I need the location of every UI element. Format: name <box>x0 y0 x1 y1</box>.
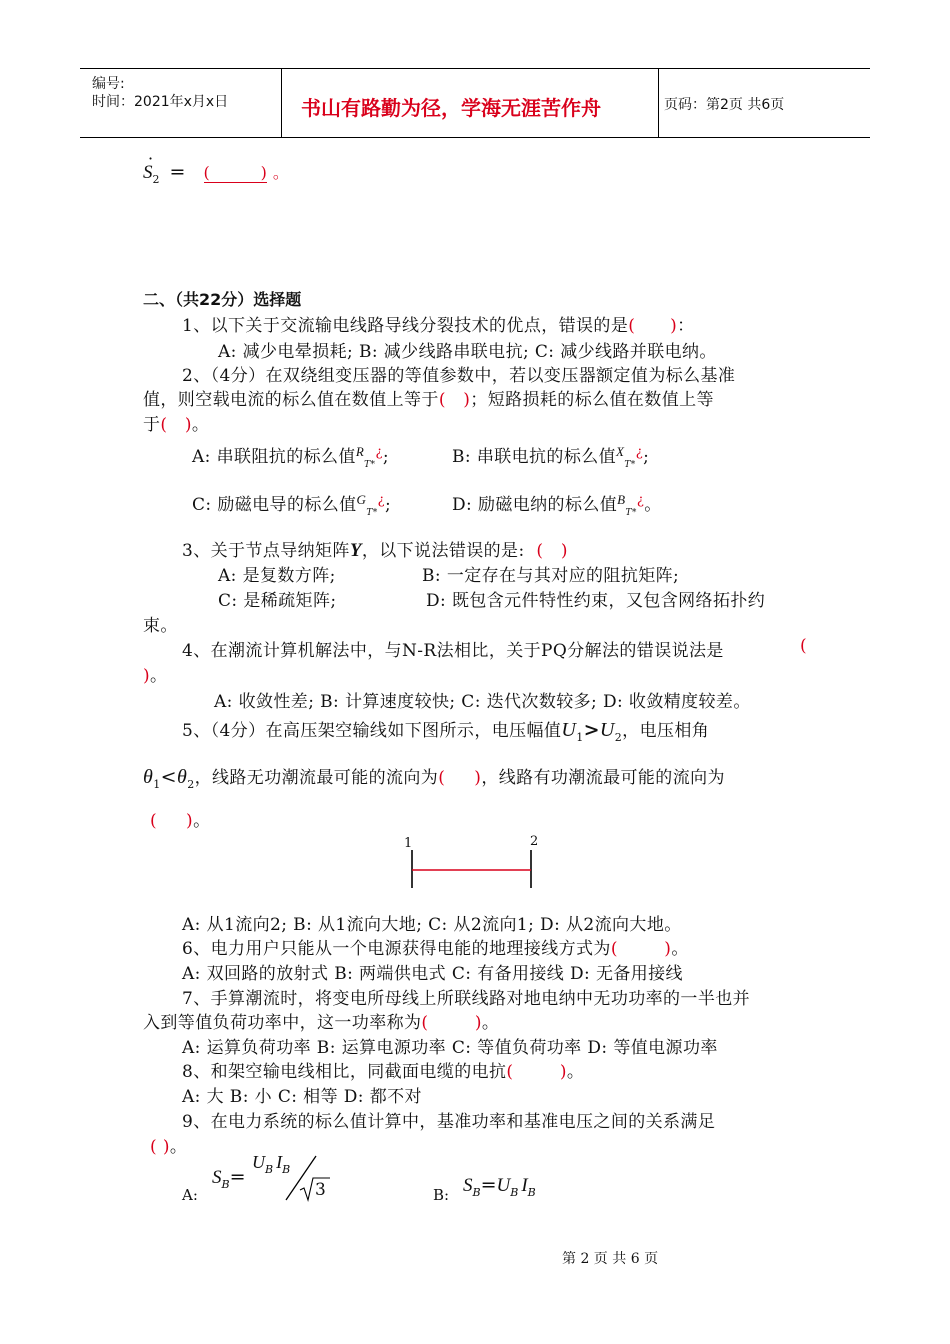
transmission-line-diagram <box>405 848 540 890</box>
question-6: 6、电力用户只能从一个电源获得电能的地理接线方式为( )。 <box>182 939 689 959</box>
q9-line-2: ( )。 <box>150 1137 188 1157</box>
s2-end: 。 <box>272 163 289 182</box>
q9-answer-blank[interactable]: ( ) <box>150 1137 170 1157</box>
q3-option-c: C: 是稀疏矩阵; <box>218 591 337 611</box>
question-9-line-1: 9、在电力系统的标么值计算中，基准功率和基准电压之间的关系满足 <box>182 1112 716 1132</box>
q3-option-b: B: 一定存在与其对应的阻抗矩阵; <box>422 566 680 586</box>
q9-option-b-label: B: <box>433 1186 450 1204</box>
header-table <box>80 68 870 138</box>
q2-line-3: 于( )。 <box>143 415 210 435</box>
q1-options: A: 减少电晕损耗; B: 减少线路串联电抗; C: 减少线路并联电纳。 <box>218 342 717 362</box>
q2-option-b: B: 串联电抗的标么值$^X_{T*}$¿; <box>452 444 650 470</box>
question-3: 3、关于节点导纳矩阵Y，以下说法错误的是: ( ) <box>182 540 568 561</box>
page-footer: 第 2 页 共 6 页 <box>562 1251 659 1267</box>
q6-options: A: 双回路的放射式 B: 两端供电式 C: 有备用接线 D: 无备用接线 <box>182 964 683 984</box>
q4-line-2: )。 <box>143 666 168 686</box>
header-motto: 书山有路勤为径，学海无涯苦作舟 <box>301 96 601 120</box>
s2-equation <box>143 149 289 186</box>
document-number-label: 编号: <box>92 76 125 92</box>
q9-option-a-label: A: <box>182 1186 198 1204</box>
header-right-cell <box>658 69 870 137</box>
q3-option-d-continued: 束。 <box>143 616 178 636</box>
q2-answer-blank-1[interactable]: ( ) <box>438 390 471 410</box>
header-motto-cell <box>281 69 659 137</box>
q2-line-2: 值，则空载电流的标么值在数值上等于( )；短路损耗的标么值在数值上等 <box>143 390 714 410</box>
q7-options: A: 运算负荷功率 B: 运算电源功率 C: 等值负荷功率 D: 等值电源功率 <box>182 1038 718 1058</box>
diagram-node-2-label: 2 <box>530 834 539 849</box>
q5-answer-blank-2[interactable]: ( ) <box>150 811 194 831</box>
q3-option-a: A: 是复数方阵; <box>218 566 336 586</box>
q5-options: A: 从1流向2; B: 从1流向大地; C: 从2流向1; D: 从2流向大地。 <box>182 915 682 935</box>
q2-option-c: C: 励磁电导的标么值$^G_{T*}$¿; <box>192 492 392 518</box>
q5-line-3: ( )。 <box>150 811 211 831</box>
q9-option-a-formula: $S_B=$ $U_B$ $I_B$ 3 <box>212 1150 342 1210</box>
q3-option-d: D: 既包含元件特性约束，又包含网络拓扑约 <box>426 591 766 611</box>
s2-symbol: · $S_2$ <box>143 149 160 186</box>
question-5-line-2: $\theta_1<\theta_2$，线路无功潮流最可能的流向为( )，线路有功潮流最可能的流向为 <box>143 766 725 791</box>
q2-option-a: A: 串联阻抗的标么值$^R_{T*}$¿; <box>192 444 389 470</box>
q8-options: A: 大 B: 小 C: 相等 D: 都不对 <box>182 1087 422 1107</box>
question-5-line-1: 5、（4分）在高压架空输线如下图所示，电压幅值$U_1>U_2$，电压相角 <box>182 719 710 744</box>
q2-option-d: D: 励磁电纳的标么值$^B_{T*}$¿。 <box>452 492 662 518</box>
question-8: 8、和架空输电线相比，同截面电缆的电抗( )。 <box>182 1062 585 1082</box>
q4-answer-blank-close[interactable]: ) <box>143 666 151 686</box>
question-4: 4、在潮流计算机解法中，与N-R法相比，关于PQ分解法的错误说法是 ( <box>182 636 808 661</box>
document-time-label: 时间：2021年x月x日 <box>92 94 229 110</box>
q3-answer-blank[interactable]: ( ) <box>536 541 568 561</box>
q4-answer-blank-open[interactable]: ( <box>800 636 808 656</box>
diagram-node-1-label: 1 <box>404 836 413 851</box>
s2-answer-blank[interactable]: ( ) <box>203 163 267 182</box>
question-1: 1、以下关于交流输电线路导线分裂技术的优点，错误的是( )： <box>182 316 695 336</box>
question-7-line-2: 入到等值负荷功率中，这一功率称为( )。 <box>143 1013 500 1033</box>
q5-answer-blank-1[interactable]: ( ) <box>438 768 482 788</box>
q2-line-1: 2、（4分）在双绕组变压器的等值参数中，若以变压器额定值为标么基准 <box>182 366 736 386</box>
header-page-code: 页码：第2页 共6页 <box>664 97 785 113</box>
header-left-cell <box>88 69 278 137</box>
s2-equals: = <box>169 161 186 183</box>
q1-answer-blank[interactable]: ( ) <box>628 316 678 336</box>
q8-answer-blank[interactable]: ( ) <box>506 1062 567 1082</box>
q6-answer-blank[interactable]: ( ) <box>610 939 672 959</box>
q2-answer-blank-2[interactable]: ( ) <box>160 415 192 435</box>
sqrt-radicand: 3 <box>315 1180 326 1200</box>
question-7-line-1: 7、手算潮流时，将变电所母线上所联线路对地电纳中无功功率的一半也并 <box>182 989 751 1009</box>
section-title: 二、（共22分）选择题 <box>143 290 302 309</box>
q4-options: A: 收敛性差; B: 计算速度较快; C: 迭代次数较多; D: 收敛精度较差。 <box>214 692 751 712</box>
q7-answer-blank[interactable]: ( ) <box>421 1013 482 1033</box>
q9-option-b-formula: $S_B=U_B$ $I_B$ <box>463 1174 536 1199</box>
